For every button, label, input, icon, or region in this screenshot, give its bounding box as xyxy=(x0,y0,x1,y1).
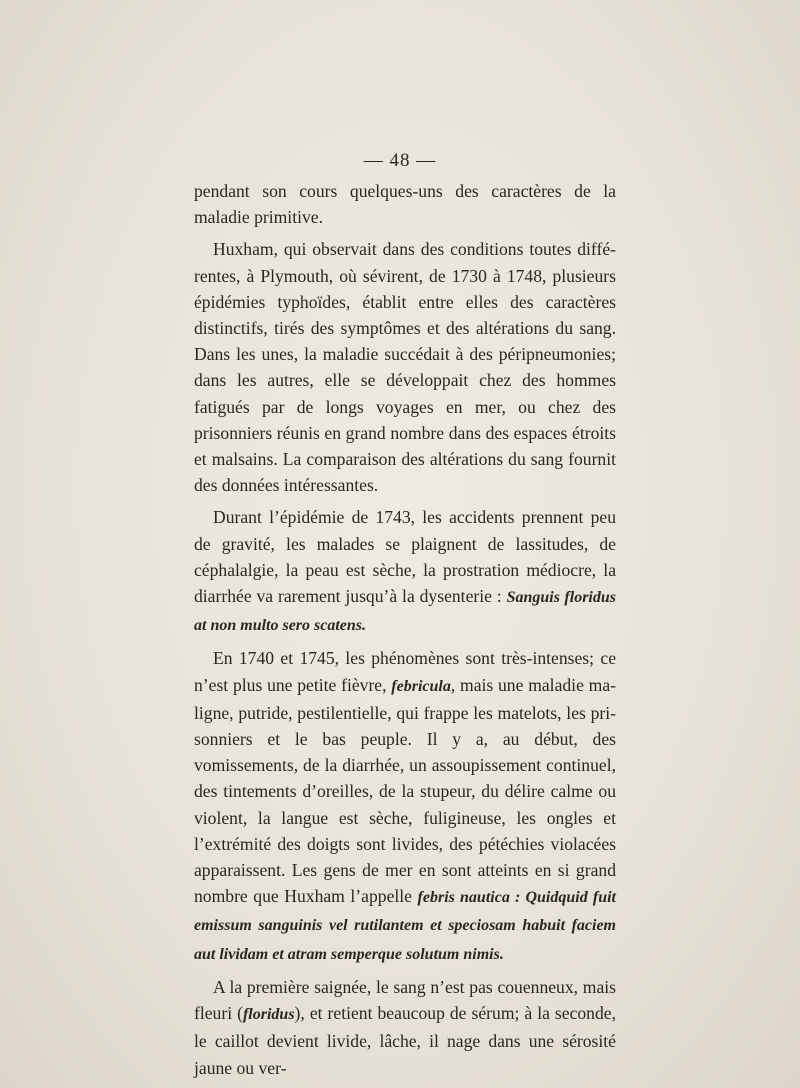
text-run: A la première saignée, le sang n’est pas couenneux, mais fleuri ( xyxy=(194,976,616,1024)
latin-quote: febricula xyxy=(391,677,451,695)
paragraph-1 xyxy=(194,236,616,498)
text-run: Durant l’épidémie de 1743, les accidents prennent peu de gravité, les malades se plaignent de lassitudes, de céphalalgie, la peau est sèche, la prostration médiocre, la diarrhée va rarement jusqu’à la dysenterie : xyxy=(194,507,616,607)
paragraph-2 xyxy=(194,504,616,639)
latin-quote: floridus xyxy=(242,1006,295,1024)
latin-quote: Sanguis floridus at non multo sero scatens. xyxy=(194,589,616,635)
latin-quote: febris nautica : Quidquid fuit emissum sanguinis vel rutilantem et speciosam habuit faciem aut lividam et atram semperque solutum nimis. xyxy=(194,889,616,963)
text-run: ), et retient beaucoup de sérum; à la seconde, le caillot devient livide, lâche, il nage dans une sérosité jaune ou ver- xyxy=(194,1003,616,1078)
text-run: , mais une maladie maligne, putride, pestilentielle, qui frappe les matelots, les prisonniers et le bas peuple. Il y a, au début, des vomissements, de la diarrhée, un assoupissement continuel, des tintements d’oreilles, de la stupeur, du délire calme ou violent, la langue est sèche, fuligineuse, les ongles et l’extrémité des doigts sont livides, des pétéchies violacées apparaissent. Les gens de mer en sont atteints en si grand nombre que Huxham l’appelle xyxy=(194,674,616,907)
text-run: pendant son cours quelques-uns des caractères de la maladie primitive. xyxy=(194,181,616,228)
text-run: Huxham, qui observait dans des conditions toutes différentes, à Plymouth, où sévirent, de 1730 à 1748, plusieurs épidémies typhoïdes, établit entre elles des caractères distinctifs, tirés des symptômes et des altérations du sang. Dans les unes, la maladie succédait à des péripneumonies; dans les autres, elle se développait chez des hommes fatigués par de longs voyages en mer, ou chez des prisonniers réunis en grand nombre dans des espaces étroits et malsains. La comparaison des altérations du sang fournit des données intéressantes. xyxy=(194,239,616,496)
paragraph-3 xyxy=(194,645,616,967)
body-text xyxy=(194,178,616,1081)
page-number: — 48 — xyxy=(363,150,437,171)
paragraph-0 xyxy=(194,178,616,230)
paragraph-4 xyxy=(194,974,616,1081)
text-run: En 1740 et 1745, les phénomènes sont très-intenses; ce n’est plus une petite fièvre, xyxy=(194,648,616,695)
